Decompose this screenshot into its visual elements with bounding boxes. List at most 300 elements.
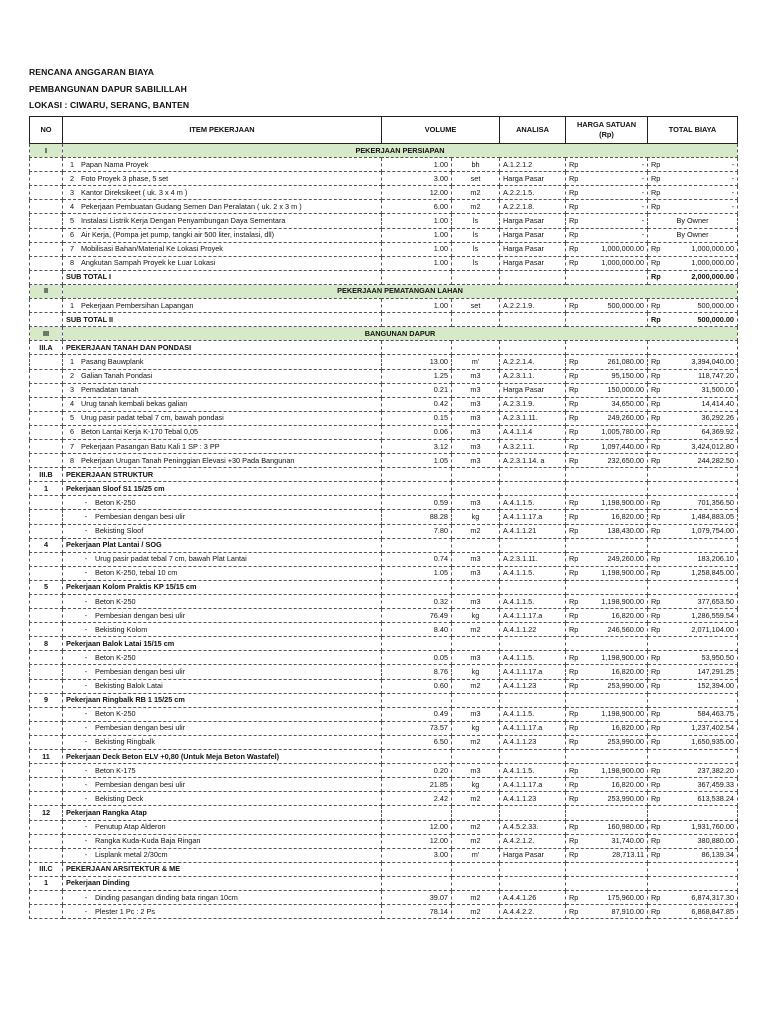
item-dash: -	[84, 681, 88, 691]
price-cell	[566, 538, 648, 552]
project-location: LOKASI : CIWARU, SERANG, BANTEN	[29, 100, 190, 111]
no-cell	[30, 792, 63, 806]
group-row	[30, 862, 738, 876]
item-dash: -	[84, 526, 88, 536]
price-cell	[566, 552, 648, 566]
total-cell	[648, 806, 738, 820]
currency-label: Rp	[651, 385, 661, 395]
unit-cell	[452, 721, 500, 735]
analisa-cell	[500, 270, 566, 284]
item-text: Pekerjaan Pembuatan Gudang Semen Dan Peralatan ( uk. 2 x 3 m )	[81, 201, 302, 211]
section-title-text: BANGUNAN DAPUR	[364, 328, 436, 338]
subtotal-label-text: SUB TOTAL I	[66, 272, 111, 282]
no-cell	[30, 510, 63, 524]
group-title-text: Pekerjaan Rangka Atap	[66, 807, 147, 817]
total-cell	[648, 750, 738, 764]
total-cell	[648, 566, 738, 580]
group-row	[30, 341, 738, 355]
total-cell	[648, 679, 738, 693]
analisa-cell	[500, 566, 566, 580]
total-cell	[648, 369, 738, 383]
price-cell	[566, 834, 648, 848]
total-cell-value: 237,382.20	[697, 765, 734, 775]
price-cell	[566, 482, 648, 496]
analisa-cell	[500, 806, 566, 820]
group-title-text: Pekerjaan Kolom Praktis KP 15/15 cm	[66, 582, 197, 592]
item-number: 2	[69, 173, 75, 183]
volume-cell-text: 13.00	[429, 356, 448, 366]
subtotal-value-value: 500,000.00	[697, 314, 734, 324]
volume-cell-text: 1.05	[433, 568, 448, 578]
total-cell	[648, 439, 738, 453]
item-cell	[63, 355, 382, 369]
volume-cell	[382, 792, 452, 806]
total-cell-value: 147,291.25	[697, 667, 734, 677]
group-number	[30, 876, 63, 890]
item-text: Urug pasir padat tebal 7 cm, bawah Plat Lantai	[95, 554, 247, 564]
currency-label: Rp	[569, 737, 579, 747]
analisa-cell	[500, 862, 566, 876]
no-cell	[30, 651, 63, 665]
total-cell	[648, 524, 738, 538]
group-row	[30, 468, 738, 482]
analisa-cell-text: A.4.1.1.22	[503, 624, 537, 634]
item-text: Bekisting Kolom	[95, 624, 148, 634]
volume-cell	[382, 665, 452, 679]
analisa-cell-text: Harga Pasar	[503, 230, 544, 240]
volume-cell	[382, 707, 452, 721]
section-title	[63, 284, 738, 298]
analisa-cell-text: A.4.1.1.5.	[503, 652, 535, 662]
unit-cell	[452, 186, 500, 200]
no-cell	[30, 242, 63, 256]
total-cell	[648, 186, 738, 200]
unit-cell-text: m'	[471, 850, 480, 860]
item-cell	[63, 764, 382, 778]
volume-cell-text: 1.25	[433, 371, 448, 381]
price-cell-value: 150,000.00	[607, 385, 644, 395]
volume-cell	[382, 905, 452, 919]
price-cell-value: 1,198,900.00	[601, 497, 644, 507]
group-number-text: III.C	[39, 864, 53, 874]
no-cell	[30, 383, 63, 397]
volume-cell-text: 0.59	[433, 497, 448, 507]
item-text: Beton K-250	[95, 596, 136, 606]
item-cell	[63, 214, 382, 228]
price-cell-value: 87,910.00	[611, 906, 644, 916]
volume-cell-text: 1.00	[433, 300, 448, 310]
unit-cell-text: m'	[471, 356, 480, 366]
no-cell	[30, 623, 63, 637]
currency-label: Rp	[569, 779, 579, 789]
total-cell	[648, 623, 738, 637]
unit-cell-text: kg	[471, 779, 480, 789]
currency-label: Rp	[651, 906, 661, 916]
price-cell	[566, 454, 648, 468]
project-name: PEMBANGUNAN DAPUR SABILILLAH	[29, 83, 187, 94]
unit-cell	[452, 890, 500, 904]
item-text: Dinding pasangan dinding bata ringan 10cm	[95, 892, 238, 902]
analisa-cell	[500, 778, 566, 792]
currency-label: Rp	[651, 765, 661, 775]
currency-label: Rp	[569, 667, 579, 677]
item-cell	[63, 397, 382, 411]
unit-cell	[452, 313, 500, 327]
currency-label: Rp	[651, 187, 661, 197]
analisa-cell	[500, 510, 566, 524]
unit-cell	[452, 369, 500, 383]
budget-table	[29, 116, 738, 919]
analisa-cell	[500, 848, 566, 862]
price-cell	[566, 792, 648, 806]
currency-label: Rp	[651, 652, 661, 662]
analisa-cell	[500, 792, 566, 806]
item-text: Beton K-175	[95, 765, 136, 775]
total-cell-value: 183,206.10	[697, 554, 734, 564]
currency-label: Rp	[651, 779, 661, 789]
item-cell	[63, 299, 382, 313]
price-cell-value: 1,000,000.00	[601, 244, 644, 254]
section-title	[63, 327, 738, 341]
no-cell	[30, 834, 63, 848]
currency-label: Rp	[651, 371, 661, 381]
table-row	[30, 834, 738, 848]
currency-label: Rp	[569, 413, 579, 423]
price-cell-value: 16,820.00	[611, 723, 644, 733]
analisa-cell	[500, 580, 566, 594]
currency-label: Rp	[569, 624, 579, 634]
price-cell	[566, 721, 648, 735]
unit-cell-text: m2	[470, 526, 481, 536]
item-text: Pekerjaan Pasangan Batu Kali 1 SP : 3 PP	[81, 441, 220, 451]
item-cell	[63, 566, 382, 580]
price-cell	[566, 637, 648, 651]
group-title	[63, 862, 382, 876]
no-cell	[30, 369, 63, 383]
analisa-cell	[500, 651, 566, 665]
price-cell	[566, 439, 648, 453]
analisa-cell	[500, 411, 566, 425]
group-number-text: 5	[43, 582, 49, 592]
volume-cell	[382, 876, 452, 890]
group-number	[30, 341, 63, 355]
price-cell-value: 1,198,900.00	[601, 652, 644, 662]
group-title-text: Pekerjaan Deck Beton ELV +0,80 (Untuk Meja Beton Wastafel)	[66, 751, 280, 761]
volume-cell-text: 0.42	[433, 399, 448, 409]
unit-cell	[452, 355, 500, 369]
total-cell	[648, 228, 738, 242]
item-cell	[63, 411, 382, 425]
group-title	[63, 750, 382, 764]
currency-label: Rp	[569, 371, 579, 381]
total-cell	[648, 242, 738, 256]
analisa-cell-text: A.4.4.2.2.	[503, 906, 535, 916]
total-cell	[648, 764, 738, 778]
currency-label: Rp	[569, 596, 579, 606]
price-cell	[566, 186, 648, 200]
total-cell-value: -	[731, 201, 734, 211]
analisa-cell-text: A.4.1.1.17.a	[503, 511, 543, 521]
unit-cell	[452, 707, 500, 721]
item-text: Mobilisasi Bahan/Material Ke Lokasi Proyek	[81, 244, 223, 254]
total-cell-value: 3,394,040.00	[691, 356, 734, 366]
unit-cell	[452, 679, 500, 693]
analisa-cell	[500, 637, 566, 651]
item-cell	[63, 623, 382, 637]
subgroup-row	[30, 806, 738, 820]
no-cell	[30, 425, 63, 439]
group-number	[30, 538, 63, 552]
analisa-cell	[500, 228, 566, 242]
item-cell	[63, 778, 382, 792]
total-cell	[648, 200, 738, 214]
total-cell	[648, 510, 738, 524]
no-cell	[30, 313, 63, 327]
item-cell	[63, 848, 382, 862]
price-cell	[566, 679, 648, 693]
subgroup-row	[30, 538, 738, 552]
table-row	[30, 242, 738, 256]
total-cell	[648, 834, 738, 848]
item-dash: -	[84, 667, 88, 677]
item-text: Papan Nama Proyek	[81, 159, 149, 169]
section-number	[30, 284, 63, 298]
item-text: Beton K-250	[95, 652, 136, 662]
item-cell	[63, 552, 382, 566]
group-title-text: Pekerjaan Balok Latai 15/15 cm	[66, 638, 175, 648]
price-cell	[566, 355, 648, 369]
unit-cell-text: kg	[471, 723, 480, 733]
volume-cell	[382, 341, 452, 355]
analisa-cell	[500, 623, 566, 637]
analisa-cell-text: A.2.2.1.8.	[503, 201, 535, 211]
volume-cell	[382, 862, 452, 876]
table-row	[30, 158, 738, 172]
currency-label: Rp	[651, 596, 661, 606]
item-text: Bekisting Deck	[95, 793, 144, 803]
item-cell	[63, 834, 382, 848]
total-cell-value: 244,282.50	[697, 455, 734, 465]
total-cell-value: 36,292.26	[701, 413, 734, 423]
total-cell-value: -	[731, 187, 734, 197]
no-cell	[30, 200, 63, 214]
item-text: Pembesian dengan besi ulir	[95, 511, 186, 521]
analisa-cell-text: A.2.3.1.9.	[503, 399, 535, 409]
currency-label: Rp	[569, 765, 579, 775]
unit-cell-text: m3	[470, 652, 481, 662]
group-number-text: III.B	[39, 469, 53, 479]
group-title-text: Pekerjaan Dinding	[66, 878, 130, 888]
volume-cell	[382, 538, 452, 552]
item-number: 1	[69, 300, 75, 310]
item-text: Pemadatan tanah	[81, 385, 139, 395]
item-cell	[63, 172, 382, 186]
item-text: Bekisting Sloof	[95, 526, 144, 536]
unit-cell-text: kg	[471, 667, 480, 677]
total-cell-value: 3,424,012.80	[691, 441, 734, 451]
item-dash: -	[84, 765, 88, 775]
analisa-cell	[500, 186, 566, 200]
analisa-cell-text: A.2.2.1.9.	[503, 300, 535, 310]
volume-cell-text: 0.49	[433, 709, 448, 719]
unit-cell	[452, 214, 500, 228]
analisa-cell	[500, 355, 566, 369]
group-title	[63, 468, 382, 482]
price-cell-value: 253,990.00	[607, 793, 644, 803]
volume-cell	[382, 242, 452, 256]
currency-label: Rp	[651, 850, 661, 860]
currency-label: Rp	[651, 554, 661, 564]
table-row	[30, 369, 738, 383]
table-row	[30, 679, 738, 693]
volume-cell	[382, 566, 452, 580]
volume-cell-text: 1.00	[433, 258, 448, 268]
price-cell	[566, 411, 648, 425]
subtotal-label-text: SUB TOTAL II	[66, 314, 114, 324]
volume-cell	[382, 383, 452, 397]
item-number: 5	[69, 413, 75, 423]
volume-cell	[382, 200, 452, 214]
unit-cell	[452, 778, 500, 792]
price-cell-value: 249,260.00	[607, 413, 644, 423]
total-cell	[648, 355, 738, 369]
price-cell	[566, 172, 648, 186]
total-cell-value: 1,000,000.00	[691, 244, 734, 254]
group-number-text: 12	[41, 807, 51, 817]
total-cell-value: -	[731, 173, 734, 183]
price-cell-value: 253,990.00	[607, 737, 644, 747]
no-cell	[30, 411, 63, 425]
price-cell	[566, 566, 648, 580]
table-row	[30, 764, 738, 778]
table-row	[30, 778, 738, 792]
subgroup-row	[30, 482, 738, 496]
table-row	[30, 186, 738, 200]
analisa-cell	[500, 468, 566, 482]
group-title	[63, 806, 382, 820]
unit-cell-text: m3	[470, 427, 481, 437]
no-cell	[30, 905, 63, 919]
table-row	[30, 214, 738, 228]
volume-cell-text: 0.15	[433, 413, 448, 423]
analisa-cell-text: A.4.1.1.17.a	[503, 723, 543, 733]
unit-cell	[452, 524, 500, 538]
volume-cell	[382, 270, 452, 284]
unit-cell-text: set	[470, 173, 481, 183]
analisa-cell-text: A.4.1.1.17.a	[503, 667, 543, 677]
table-row	[30, 665, 738, 679]
analisa-cell	[500, 834, 566, 848]
volume-cell	[382, 439, 452, 453]
group-number	[30, 806, 63, 820]
price-cell	[566, 905, 648, 919]
unit-cell	[452, 454, 500, 468]
total-cell-value: 1,650,935.00	[691, 737, 734, 747]
table-row	[30, 595, 738, 609]
currency-label: Rp	[651, 568, 661, 578]
price-cell-value: -	[641, 187, 644, 197]
volume-cell-text: 2.42	[433, 793, 448, 803]
group-title	[63, 538, 382, 552]
volume-cell	[382, 820, 452, 834]
volume-cell	[382, 721, 452, 735]
price-cell-value: -	[641, 216, 644, 226]
item-number: 4	[69, 201, 75, 211]
analisa-cell	[500, 482, 566, 496]
unit-cell	[452, 439, 500, 453]
total-cell-value: 380,880.00	[697, 836, 734, 846]
subtotal-row	[30, 270, 738, 284]
item-number: 4	[69, 399, 75, 409]
volume-cell-text: 0.60	[433, 681, 448, 691]
volume-cell-text: 8.76	[433, 667, 448, 677]
item-text: Urug pasir padat tebal 7 cm, bawah pondasi	[81, 413, 224, 423]
price-cell-value: 500,000.00	[607, 300, 644, 310]
section-row	[30, 327, 738, 341]
analisa-cell	[500, 721, 566, 735]
currency-label: Rp	[569, 455, 579, 465]
currency-label: Rp	[569, 201, 579, 211]
price-cell	[566, 707, 648, 721]
price-cell-value: 1,198,900.00	[601, 568, 644, 578]
analisa-cell-text: A.4.1.1.5.	[503, 568, 535, 578]
price-cell-value: 28,713.11	[612, 850, 644, 860]
analisa-cell	[500, 820, 566, 834]
analisa-cell-text: A.2.2.1.4.	[503, 356, 535, 366]
volume-cell-text: 0.05	[433, 652, 448, 662]
table-row	[30, 820, 738, 834]
column-header-no: NO	[30, 117, 63, 144]
unit-cell	[452, 595, 500, 609]
price-cell-value: 1,198,900.00	[601, 709, 644, 719]
total-cell	[648, 609, 738, 623]
price-cell-value: -	[641, 173, 644, 183]
subgroup-row	[30, 637, 738, 651]
column-header-item: ITEM PEKERJAAN	[63, 117, 382, 144]
no-cell	[30, 524, 63, 538]
currency-label: Rp	[569, 652, 579, 662]
no-cell	[30, 665, 63, 679]
currency-label: Rp	[651, 836, 661, 846]
volume-cell	[382, 256, 452, 270]
volume-cell-text: 39.07	[429, 892, 448, 902]
group-number	[30, 468, 63, 482]
item-dash: -	[84, 779, 88, 789]
currency-label: Rp	[651, 497, 661, 507]
analisa-cell	[500, 341, 566, 355]
unit-cell	[452, 256, 500, 270]
unit-cell	[452, 834, 500, 848]
item-cell	[63, 200, 382, 214]
group-title-text: Pekerjaan Ringbalk RB 1 15/25 cm	[66, 695, 185, 705]
analisa-cell	[500, 214, 566, 228]
section-title-text: PEKERJAAN PEMATANGAN LAHAN	[337, 286, 463, 296]
currency-label: Rp	[569, 230, 579, 240]
currency-label: Rp	[569, 554, 579, 564]
table-row	[30, 172, 738, 186]
analisa-cell	[500, 890, 566, 904]
volume-cell	[382, 693, 452, 707]
currency-label: Rp	[651, 159, 661, 169]
price-cell	[566, 228, 648, 242]
total-cell-value: 6,874,317.30	[691, 892, 734, 902]
currency-label: Rp	[651, 314, 661, 324]
document-header	[29, 64, 189, 114]
unit-cell-text: m3	[470, 497, 481, 507]
total-cell	[648, 299, 738, 313]
table-row	[30, 623, 738, 637]
item-dash: -	[84, 554, 88, 564]
